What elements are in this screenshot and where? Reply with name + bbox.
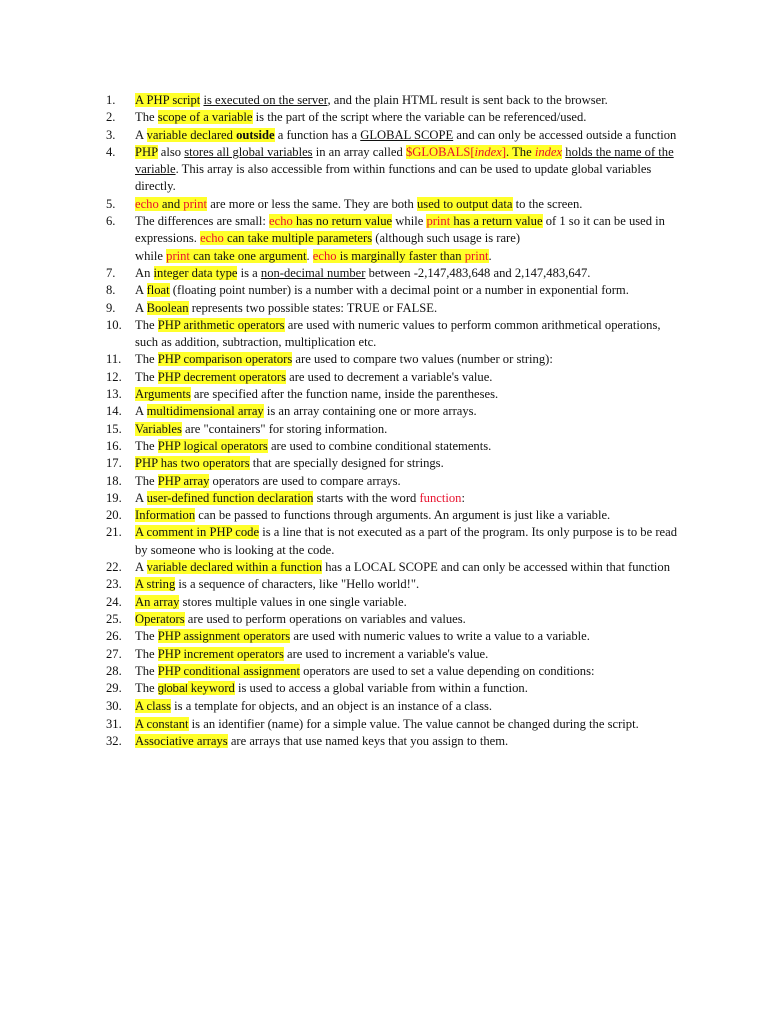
highlighted-text: PHP decrement operators xyxy=(157,369,286,384)
list-item-text: operators are used to compare arrays. xyxy=(209,473,401,488)
list-item-text: function xyxy=(419,490,462,505)
highlighted-text: Boolean xyxy=(146,300,189,315)
list-item-text: A xyxy=(135,300,147,315)
highlighted-text: keyword xyxy=(187,681,235,696)
list-item-text: stores multiple values in one single variable. xyxy=(179,594,407,609)
highlighted-text: Operators xyxy=(135,611,185,626)
highlighted-text: PHP logical operators xyxy=(157,438,268,453)
list-item-text: The xyxy=(135,473,158,488)
highlighted-text: index xyxy=(534,144,563,159)
highlighted-text: echo xyxy=(200,231,224,246)
list-item-text: that are specially designed for strings. xyxy=(249,456,444,471)
list-item-number: 15. xyxy=(106,421,122,436)
list-item-number: 2. xyxy=(106,110,116,125)
list-item-number: 5. xyxy=(106,196,116,211)
list-item-text: A xyxy=(135,283,147,298)
list-item-number: 8. xyxy=(106,283,116,298)
list-item xyxy=(0,716,681,733)
highlighted-text: used to output data xyxy=(417,196,513,211)
list-item-text: of 1 so it can be used in expressions. xyxy=(135,214,665,246)
list-item-text: The xyxy=(135,369,158,384)
list-item-text: The xyxy=(135,681,158,696)
list-item-number: 26. xyxy=(106,629,122,644)
list-item-number: 13. xyxy=(106,387,122,402)
list-item-text: are "containers" for storing information. xyxy=(181,421,388,436)
list-item-text: holds the name of the variable xyxy=(135,144,674,177)
highlighted-text: PHP array xyxy=(157,473,210,488)
list-item-text: The xyxy=(135,663,158,678)
highlighted-text: outside xyxy=(236,127,275,142)
list-item xyxy=(0,507,681,524)
list-item xyxy=(0,559,681,576)
list-item-number: 31. xyxy=(106,716,122,731)
highlighted-text: Information xyxy=(135,508,196,523)
list-item xyxy=(0,611,681,628)
highlighted-text: Variables xyxy=(135,421,182,436)
list-item-number: 24. xyxy=(106,594,122,609)
list-item xyxy=(0,490,681,507)
list-item-text: An xyxy=(135,265,154,280)
list-item xyxy=(0,680,681,698)
list-item-text: is a xyxy=(237,265,261,280)
list-item xyxy=(0,109,681,126)
list-item-text: is a template for objects, and an object is an instance of a class. xyxy=(171,699,493,714)
highlighted-text: multidimensional array xyxy=(146,404,264,419)
list-item xyxy=(0,300,681,317)
list-item-text: (although such usage is rare) xyxy=(372,231,521,246)
highlighted-text: has a return value xyxy=(450,214,543,229)
highlighted-text: Arguments xyxy=(135,387,191,402)
highlighted-text: echo xyxy=(135,196,159,211)
list-item xyxy=(0,628,681,645)
list-item-text: a function has a xyxy=(274,127,361,142)
list-item-number: 29. xyxy=(106,681,122,696)
list-item-text: starts with the word xyxy=(313,490,420,505)
list-item-number: 17. xyxy=(106,456,122,471)
highlighted-text: A string xyxy=(135,577,176,592)
list-item-number: 16. xyxy=(106,438,122,453)
list-item-text: are used to increment a variable's value. xyxy=(283,646,489,661)
list-item-number: 7. xyxy=(106,265,116,280)
highlighted-text: A constant xyxy=(135,716,189,731)
list-item xyxy=(0,524,681,559)
list-item-text: The xyxy=(135,317,158,332)
highlighted-text: PHP xyxy=(135,144,158,159)
list-item xyxy=(0,351,681,368)
list-item-text: are more or less the same. They are both xyxy=(207,196,417,211)
highlighted-text: $GLOBALS[ xyxy=(405,144,475,159)
list-item xyxy=(0,213,681,265)
list-item-text: in an array called xyxy=(312,144,406,159)
list-item-text: are specified after the function name, inside the parentheses. xyxy=(190,387,499,402)
list-item-text: is a sequence of characters, like "Hello world!". xyxy=(175,577,420,592)
list-item xyxy=(0,594,681,611)
list-item-number: 32. xyxy=(106,733,122,748)
list-item xyxy=(0,733,681,750)
list-item xyxy=(0,646,681,663)
list-item-text: (floating point number) is a number with a decimal point or a number in exponential form. xyxy=(169,283,629,298)
highlighted-text: is marginally faster than xyxy=(336,248,465,263)
list-item-text: A xyxy=(135,127,147,142)
highlighted-text: integer data type xyxy=(153,265,238,280)
list-item-text: The xyxy=(135,438,158,453)
list-item-text: are arrays that use named keys that you assign to them. xyxy=(227,733,509,748)
list-item-number: 14. xyxy=(106,404,122,419)
list-item-text: is executed on the server xyxy=(203,93,328,107)
highlighted-text: float xyxy=(146,283,170,298)
highlighted-text: echo xyxy=(269,214,293,229)
list-item-text: while xyxy=(135,248,167,263)
list-item xyxy=(0,421,681,438)
list-item-text: has a LOCAL SCOPE and can only be accessed within that function xyxy=(322,560,670,575)
list-item-text: The xyxy=(135,629,158,644)
list-item-text: . This array is also accessible from within functions and can be used to update global variables directly. xyxy=(135,162,652,194)
highlighted-text: ] xyxy=(501,144,507,159)
list-item-number: 19. xyxy=(106,490,122,505)
list-item-text: while xyxy=(392,214,427,229)
list-item-number: 22. xyxy=(106,560,122,575)
list-item-number: 18. xyxy=(106,473,122,488)
list-item-number: 3. xyxy=(106,127,116,142)
list-item xyxy=(0,698,681,715)
list-item xyxy=(0,438,681,455)
list-item-number: 27. xyxy=(106,646,122,661)
document-list xyxy=(0,92,768,750)
list-item-text: non-decimal number xyxy=(260,265,366,280)
list-item-text: are used with numeric values to perform common arithmetical operations, such as addition, subtraction, multiplication etc. xyxy=(135,317,661,350)
list-item-number: 30. xyxy=(106,699,122,714)
highlighted-text: A comment in PHP code xyxy=(135,525,260,540)
list-item-text: and can only be accessed outside a function xyxy=(453,127,677,142)
list-item-text: operators are used to set a value depending on conditions: xyxy=(300,663,595,678)
list-item-number: 4. xyxy=(106,144,116,159)
list-item xyxy=(0,663,681,680)
list-item-text: The xyxy=(135,352,158,367)
highlighted-text: variable declared within a function xyxy=(146,560,323,575)
list-item xyxy=(0,265,681,282)
list-item-text: is a line that is not executed as a part of the program. Its only purpose is to be read by someone who is looking at the code. xyxy=(135,525,677,557)
highlighted-text: The xyxy=(512,144,535,159)
highlighted-text: can take multiple parameters xyxy=(223,231,373,246)
highlighted-text: PHP assignment operators xyxy=(157,629,291,644)
highlighted-text: . xyxy=(506,144,513,159)
list-item xyxy=(0,455,681,472)
list-item-text: are used to decrement a variable's value. xyxy=(285,369,493,384)
list-item-text: . xyxy=(306,248,313,263)
list-item-number: 20. xyxy=(106,508,122,523)
list-item xyxy=(0,473,681,490)
list-item xyxy=(0,282,681,299)
list-item-text: is an identifier (name) for a simple value. The value cannot be changed during the script. xyxy=(188,716,639,731)
highlighted-text: global xyxy=(157,683,188,696)
list-item-text: represents two possible states: TRUE or FALSE. xyxy=(188,300,438,315)
list-item-text: A xyxy=(135,560,147,575)
highlighted-text: echo xyxy=(312,248,337,263)
list-item-text: GLOBAL SCOPE xyxy=(360,127,454,142)
list-item xyxy=(0,127,681,144)
highlighted-text: print xyxy=(166,248,190,263)
highlighted-text: variable declared xyxy=(146,127,237,142)
highlighted-text: Associative arrays xyxy=(135,733,228,748)
highlighted-text: has no return value xyxy=(292,214,393,229)
highlighted-text: index xyxy=(474,144,502,159)
list-item xyxy=(0,196,681,213)
list-item xyxy=(0,317,681,352)
list-item-text: is an array containing one or more arrays. xyxy=(263,404,477,419)
list-item-number: 11. xyxy=(106,352,122,367)
highlighted-text: user-defined function declaration xyxy=(146,490,314,505)
highlighted-text: PHP comparison operators xyxy=(157,352,293,367)
list-item-text: . xyxy=(488,248,492,263)
list-item-number: 10. xyxy=(106,317,122,332)
list-item-text: can be passed to functions through arguments. An argument is just like a variable. xyxy=(195,508,611,523)
list-item-number: 9. xyxy=(106,300,116,315)
highlighted-text: PHP has two operators xyxy=(135,456,250,471)
list-item-text: is the part of the script where the variable can be referenced/used. xyxy=(252,110,587,125)
highlighted-text: print xyxy=(183,196,208,211)
list-item xyxy=(0,403,681,420)
list-item xyxy=(0,386,681,403)
list-item-text: are used to perform operations on variables and values. xyxy=(184,611,466,626)
list-item-text: are used with numeric values to write a value to a variable. xyxy=(290,629,590,644)
highlighted-text: scope of a variable xyxy=(157,110,253,125)
list-item-text: A xyxy=(135,404,147,419)
highlighted-text: and xyxy=(158,196,184,211)
list-item-number: 21. xyxy=(106,525,122,540)
list-item-text: The differences are small: xyxy=(135,214,270,229)
highlighted-text: A PHP script xyxy=(135,93,201,107)
list-item-text: A xyxy=(135,490,147,505)
list-item xyxy=(0,144,681,196)
highlighted-text: PHP conditional assignment xyxy=(157,663,300,678)
list-item-number: 1. xyxy=(106,93,116,107)
list-item-text: is used to access a global variable from within a function. xyxy=(234,681,528,696)
list-item-text: : xyxy=(461,490,465,505)
highlighted-text: PHP increment operators xyxy=(157,646,284,661)
highlighted-text: A class xyxy=(135,699,172,714)
list-item-text: , and the plain HTML result is sent back to the browser. xyxy=(327,93,608,107)
list-item-number: 23. xyxy=(106,577,122,592)
list-item-text: to the screen. xyxy=(512,196,583,211)
list-item-text: also xyxy=(157,144,185,159)
list-item-text: stores all global variables xyxy=(184,144,313,159)
highlighted-text: An array xyxy=(135,594,180,609)
list-item xyxy=(0,369,681,386)
highlighted-text: print xyxy=(464,248,489,263)
list-item-text: are used to compare two values (number or string): xyxy=(292,352,553,367)
highlighted-text: print xyxy=(426,214,451,229)
list-item xyxy=(0,576,681,593)
list-item-number: 6. xyxy=(106,214,116,229)
list-item-text: between -2,147,483,648 and 2,147,483,647. xyxy=(365,265,591,280)
list-item-text: are used to combine conditional statements. xyxy=(267,438,492,453)
list-item xyxy=(0,92,681,109)
list-item-number: 25. xyxy=(106,611,122,626)
highlighted-text: PHP arithmetic operators xyxy=(157,317,285,332)
list-item-number: 12. xyxy=(106,369,122,384)
list-item-number: 28. xyxy=(106,663,122,678)
list-item-text: The xyxy=(135,646,158,661)
highlighted-text: can take one argument xyxy=(189,248,307,263)
list-item-text: The xyxy=(135,110,158,125)
